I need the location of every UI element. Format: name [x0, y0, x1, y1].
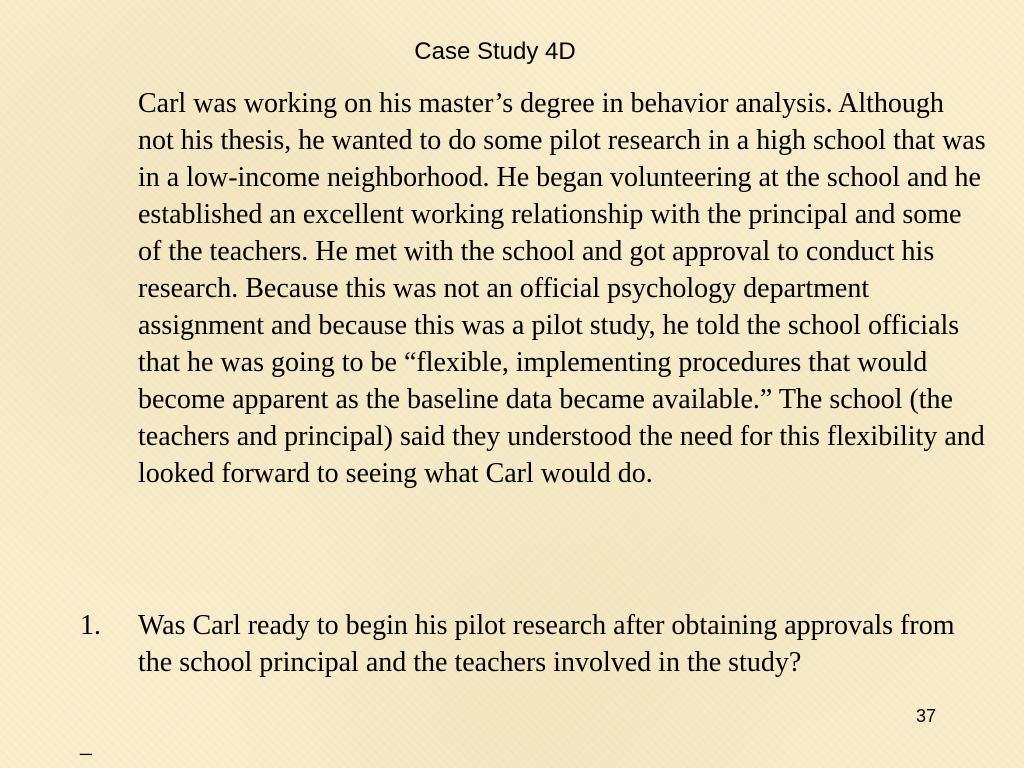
page-number: 37	[915, 706, 936, 726]
slide-title: Case Study 4D	[414, 38, 576, 65]
question-number: 1.	[80, 610, 101, 641]
question-text: Was Carl ready to begin his pilot research after obtaining approvals from the school principal and the teachers involved in the study?	[138, 610, 955, 678]
case-study-body: Carl was working on his master’s degree in behavior analysis. Although not his thesis, he wanted to do some pilot research in a high school that was in a low-income neighborhood. He began volunteering at the school and he established an excellent working relationship with the principal and some of the teachers. He met with the school and got approval to conduct his research. Because this was not an official psychology department assignment and because this was a pilot study, he told the school officials that he was going to be “flexible, implementing procedures that would become apparent as the baseline data became available.” The school (the teachers and principal) said they understood the need for this flexibility and looked forward to seeing what Carl would do.	[138, 88, 986, 489]
question-item	[80, 607, 986, 681]
footer-mark: _	[80, 732, 92, 758]
